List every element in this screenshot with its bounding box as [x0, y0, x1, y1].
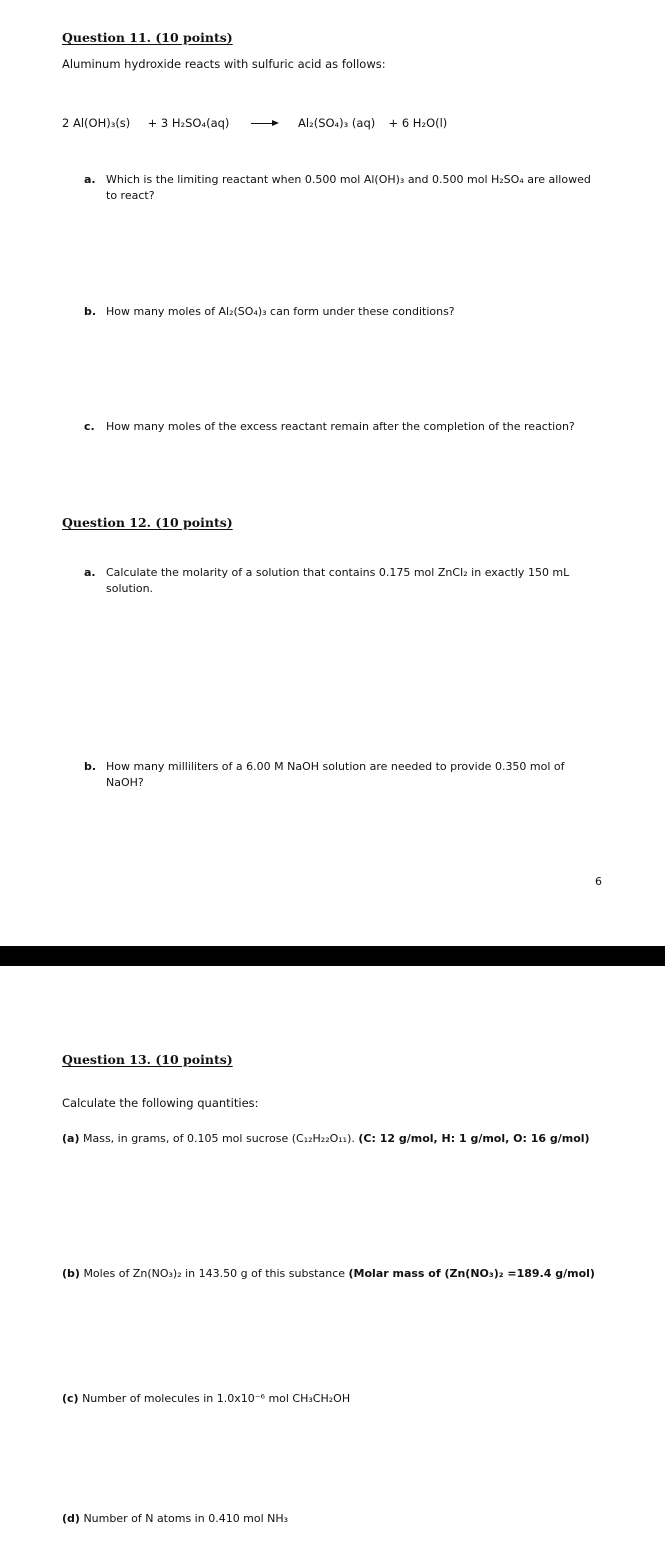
equation-product-1: Al₂(SO₄)₃ (aq) — [298, 116, 376, 130]
item-text-continued: to react? — [106, 189, 155, 202]
part-text: Moles of Zn(NO₃)₂ in 143.50 g of this substance — [83, 1267, 346, 1280]
item-letter: b. — [84, 760, 97, 773]
item-letter: b. — [84, 305, 97, 318]
question-11-item-b — [84, 305, 455, 318]
item-letter: a. — [84, 566, 96, 579]
part-molar-masses: (C: 12 g/mol, H: 1 g/mol, O: 16 g/mol) — [358, 1132, 590, 1145]
question-13-part-a — [62, 1132, 590, 1145]
item-text: Which is the limiting reactant when 0.500 mol Al(OH)₃ and 0.500 mol H₂SO₄ are allowed — [106, 173, 591, 186]
item-text: How many moles of the excess reactant remain after the completion of the reaction? — [106, 420, 575, 433]
question-12-title: Question 12. (10 points) — [62, 515, 233, 530]
question-11-title: Question 11. (10 points) — [62, 30, 233, 45]
item-text: How many milliliters of a 6.00 M NaOH solution are needed to provide 0.350 mol of — [106, 760, 565, 773]
item-letter: a. — [84, 173, 96, 186]
reaction-arrow-icon — [251, 120, 279, 128]
part-molar-mass: (Molar mass of (Zn(NO₃)₂ =189.4 g/mol) — [348, 1267, 595, 1280]
page-7 — [0, 966, 665, 1560]
question-11-item-a — [84, 172, 591, 204]
equation-reactant-2: + 3 H₂SO₄(aq) — [147, 116, 230, 130]
page-number: 6 — [595, 875, 602, 888]
question-11-item-c — [84, 420, 575, 433]
part-label: (b) — [62, 1267, 80, 1280]
item-text-continued: NaOH? — [106, 776, 144, 789]
part-label: (d) — [62, 1512, 80, 1525]
question-13-intro: Calculate the following quantities: — [62, 1096, 259, 1110]
page-divider — [0, 946, 665, 966]
item-text-continued: solution. — [106, 582, 154, 595]
item-letter: c. — [84, 420, 95, 433]
question-13-part-d — [62, 1512, 288, 1525]
item-text: How many moles of Al₂(SO₄)₃ can form under these conditions? — [106, 305, 455, 318]
part-text: Mass, in grams, of 0.105 mol sucrose (C₁₂H₂₂O₁₁). — [82, 1132, 355, 1145]
equation-reactant-1: 2 Al(OH)₃(s) — [62, 116, 131, 130]
item-text: Calculate the molarity of a solution that contains 0.175 mol ZnCI₂ in exactly 150 mL — [106, 566, 570, 579]
part-label: (c) — [62, 1392, 79, 1405]
part-text: Number of molecules in 1.0x10⁻⁶ mol CH₃CH₂OH — [82, 1392, 351, 1405]
chemical-equation — [62, 116, 447, 130]
question-13-part-b — [62, 1267, 595, 1280]
part-label: (a) — [62, 1132, 80, 1145]
question-12-item-a — [84, 565, 569, 597]
question-13-title: Question 13. (10 points) — [62, 1052, 233, 1067]
question-13-part-c — [62, 1392, 350, 1405]
question-12-item-b — [84, 759, 565, 791]
part-text: Number of N atoms in 0.410 mol NH₃ — [83, 1512, 289, 1525]
equation-product-2: + 6 H₂O(l) — [388, 116, 448, 130]
question-11-intro: Aluminum hydroxide reacts with sulfuric acid as follows: — [62, 57, 386, 71]
